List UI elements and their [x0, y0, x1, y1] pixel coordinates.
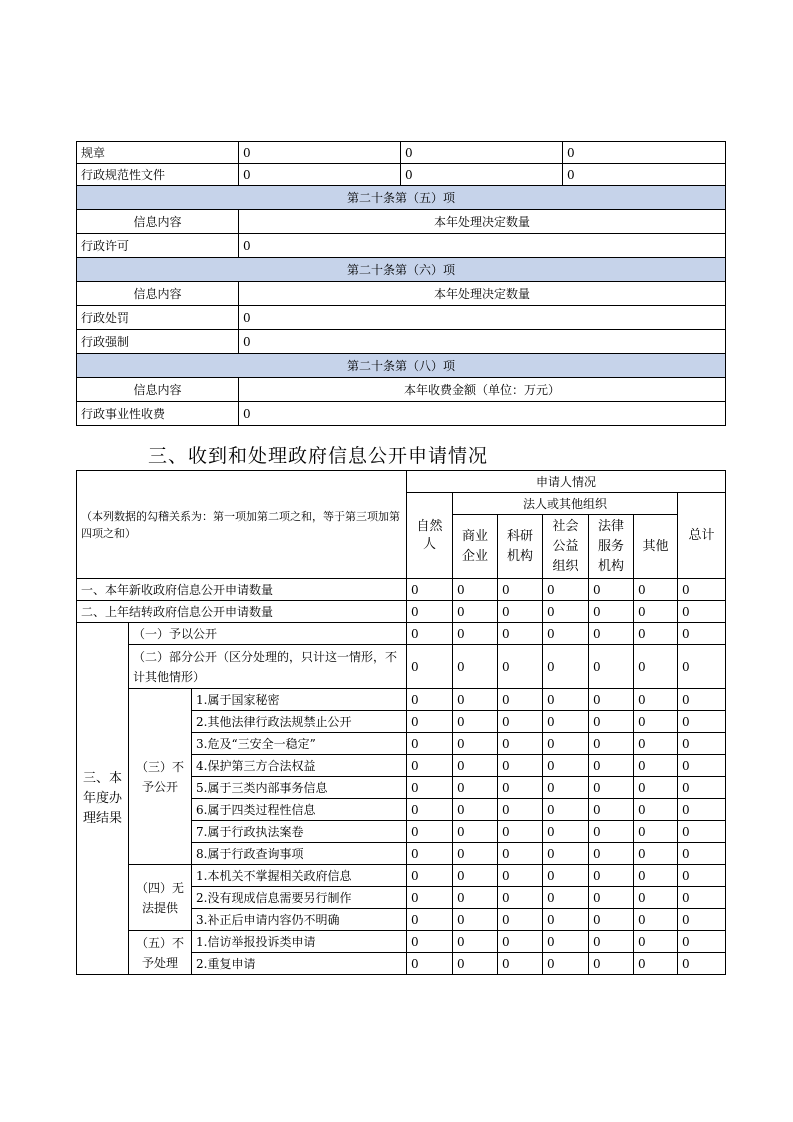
disclosure-requests-table [76, 470, 726, 975]
cell-value: 0 [634, 821, 678, 843]
item-label: 3.危及“三安全一稳定” [192, 733, 407, 755]
cell-value: 0 [407, 623, 453, 645]
cell-value: 0 [498, 843, 543, 865]
cell-value: 0 [678, 623, 726, 645]
item-label: 7.属于行政执法案卷 [192, 821, 407, 843]
row-label: 一、本年新收政府信息公开申请数量 [77, 579, 407, 601]
org-type-header: 社会公益组织 [543, 515, 589, 579]
cell-value: 0 [589, 909, 634, 931]
section-heading-row [77, 186, 726, 210]
cell-value: 0 [543, 887, 589, 909]
cell-value: 0 [407, 777, 453, 799]
cell-value: 0 [543, 843, 589, 865]
cell-value: 0 [498, 601, 543, 623]
cell-value: 0 [589, 579, 634, 601]
cell-value: 0 [589, 799, 634, 821]
org-type-header: 商业企业 [453, 515, 498, 579]
cell-value: 0 [543, 711, 589, 733]
cell-value: 0 [589, 689, 634, 711]
cell-value: 0 [407, 909, 453, 931]
item-label: 3.补正后申请内容仍不明确 [192, 909, 407, 931]
cell-value: 0 [678, 799, 726, 821]
cell-value: 0 [543, 755, 589, 777]
cell-value: 0 [407, 931, 453, 953]
section-heading: 第二十条第（八）项 [77, 354, 726, 378]
group-label: （三）不予公开 [129, 689, 192, 865]
item-label: 4.保护第三方合法权益 [192, 755, 407, 777]
cell-value: 0 [589, 777, 634, 799]
cell-value: 0 [678, 733, 726, 755]
cell-value: 0 [543, 579, 589, 601]
cell-value: 0 [498, 821, 543, 843]
cell-value: 0 [589, 953, 634, 975]
cell-value: 0 [453, 777, 498, 799]
cell-value: 0 [589, 755, 634, 777]
cell-value: 0 [401, 142, 563, 164]
section-heading: 第二十条第（六）项 [77, 258, 726, 282]
row-label: 行政许可 [77, 234, 239, 258]
cell-value: 0 [543, 821, 589, 843]
row-label: （二）部分公开（区分处理的，只计这一情形，不计其他情形） [129, 645, 407, 689]
cell-value: 0 [634, 689, 678, 711]
column-header-row [77, 378, 726, 402]
cell-value: 0 [589, 623, 634, 645]
item-label: 5.属于三类内部事务信息 [192, 777, 407, 799]
item-label: 2.重复申请 [192, 953, 407, 975]
table-row [77, 865, 726, 887]
cell-value: 0 [498, 645, 543, 689]
cell-value: 0 [453, 909, 498, 931]
cell-value: 0 [498, 623, 543, 645]
cell-value: 0 [634, 909, 678, 931]
row-label: 行政处罚 [77, 306, 239, 330]
cell-value: 0 [589, 601, 634, 623]
cell-value: 0 [634, 623, 678, 645]
cell-value: 0 [678, 821, 726, 843]
cell-value: 0 [239, 306, 726, 330]
group-label: （五）不予处理 [129, 931, 192, 975]
org-type-header: 其他 [634, 515, 678, 579]
cell-value: 0 [634, 733, 678, 755]
cell-value: 0 [453, 931, 498, 953]
cell-value: 0 [678, 689, 726, 711]
item-label: 2.其他法律行政法规禁止公开 [192, 711, 407, 733]
cell-value: 0 [407, 843, 453, 865]
row-label: 规章 [77, 142, 239, 164]
cell-value: 0 [543, 689, 589, 711]
cell-value: 0 [407, 579, 453, 601]
cell-value: 0 [407, 711, 453, 733]
table-row [77, 142, 726, 164]
cell-value: 0 [543, 799, 589, 821]
cell-value: 0 [239, 142, 401, 164]
table-row [77, 164, 726, 186]
table-row [77, 931, 726, 953]
cell-value: 0 [453, 623, 498, 645]
cell-value: 0 [589, 711, 634, 733]
cell-value: 0 [634, 887, 678, 909]
row-label: 二、上年结转政府信息公开申请数量 [77, 601, 407, 623]
col-header-content: 信息内容 [77, 210, 239, 234]
cell-value: 0 [498, 711, 543, 733]
cell-value: 0 [543, 953, 589, 975]
cell-value: 0 [453, 799, 498, 821]
cell-value: 0 [453, 887, 498, 909]
cell-value: 0 [453, 689, 498, 711]
total-header: 总计 [678, 493, 726, 579]
column-header-row [77, 210, 726, 234]
cell-value: 0 [453, 645, 498, 689]
cell-value: 0 [634, 755, 678, 777]
item-label: 6.属于四类过程性信息 [192, 799, 407, 821]
col-header-quantity: 本年收费金额（单位：万元） [239, 378, 726, 402]
cell-value: 0 [543, 909, 589, 931]
cell-value: 0 [453, 865, 498, 887]
item-label: 1.信访举报投诉类申请 [192, 931, 407, 953]
cell-value: 0 [634, 777, 678, 799]
cell-value: 0 [678, 843, 726, 865]
cell-value: 0 [407, 865, 453, 887]
cell-value: 0 [407, 645, 453, 689]
cell-value: 0 [563, 164, 726, 186]
cell-value: 0 [634, 931, 678, 953]
applicant-header: 申请人情况 [407, 471, 726, 493]
cell-value: 0 [543, 865, 589, 887]
cell-value: 0 [634, 579, 678, 601]
cell-value: 0 [498, 777, 543, 799]
cell-value: 0 [543, 645, 589, 689]
cell-value: 0 [589, 645, 634, 689]
cell-value: 0 [634, 953, 678, 975]
table-row [77, 330, 726, 354]
row-label: 行政强制 [77, 330, 239, 354]
cell-value: 0 [589, 865, 634, 887]
row-label: （一）予以公开 [129, 623, 407, 645]
cell-value: 0 [498, 909, 543, 931]
org-type-header: 科研机构 [498, 515, 543, 579]
col-header-quantity: 本年处理决定数量 [239, 210, 726, 234]
legal-group-header: 法人或其他组织 [453, 493, 678, 515]
cell-value: 0 [543, 601, 589, 623]
cell-value: 0 [589, 821, 634, 843]
cell-value: 0 [407, 689, 453, 711]
table-note: （本列数据的勾稽关系为：第一项加第二项之和，等于第三项加第四项之和） [77, 471, 407, 579]
cell-value: 0 [239, 234, 726, 258]
cell-value: 0 [239, 164, 401, 186]
item-label: 8.属于行政查询事项 [192, 843, 407, 865]
cell-value: 0 [543, 931, 589, 953]
cell-value: 0 [634, 865, 678, 887]
cell-value: 0 [498, 931, 543, 953]
cell-value: 0 [498, 887, 543, 909]
section-title: 三、收到和处理政府信息公开申请情况 [148, 445, 489, 467]
cell-value: 0 [407, 601, 453, 623]
cell-value: 0 [589, 931, 634, 953]
cell-value: 0 [239, 330, 726, 354]
normative-documents-table [76, 141, 726, 426]
cell-value: 0 [453, 711, 498, 733]
cell-value: 0 [589, 843, 634, 865]
cell-value: 0 [678, 711, 726, 733]
cell-value: 0 [453, 601, 498, 623]
section-heading-row [77, 354, 726, 378]
org-type-header: 法律服务机构 [589, 515, 634, 579]
table-row [77, 234, 726, 258]
table-row [77, 601, 726, 623]
cell-value: 0 [453, 733, 498, 755]
cell-value: 0 [634, 601, 678, 623]
table-row [77, 579, 726, 601]
row-label: 行政事业性收费 [77, 402, 239, 426]
cell-value: 0 [678, 887, 726, 909]
cell-value: 0 [543, 777, 589, 799]
table-row [77, 402, 726, 426]
cell-value: 0 [678, 953, 726, 975]
cell-value: 0 [401, 164, 563, 186]
cell-value: 0 [543, 733, 589, 755]
cell-value: 0 [634, 645, 678, 689]
cell-value: 0 [453, 821, 498, 843]
table-row [77, 645, 726, 689]
cell-value: 0 [678, 755, 726, 777]
cell-value: 0 [678, 909, 726, 931]
cell-value: 0 [239, 402, 726, 426]
row-label: 行政规范性文件 [77, 164, 239, 186]
cell-value: 0 [634, 799, 678, 821]
cell-value: 0 [634, 843, 678, 865]
col-header-quantity: 本年处理决定数量 [239, 282, 726, 306]
table-row [77, 689, 726, 711]
cell-value: 0 [678, 601, 726, 623]
cell-value: 0 [407, 755, 453, 777]
cell-value: 0 [407, 887, 453, 909]
cell-value: 0 [563, 142, 726, 164]
item-label: 2.没有现成信息需要另行制作 [192, 887, 407, 909]
item-label: 1.本机关不掌握相关政府信息 [192, 865, 407, 887]
cell-value: 0 [407, 953, 453, 975]
col-header-content: 信息内容 [77, 378, 239, 402]
cell-value: 0 [678, 931, 726, 953]
cell-value: 0 [498, 755, 543, 777]
cell-value: 0 [589, 887, 634, 909]
item-label: 1.属于国家秘密 [192, 689, 407, 711]
cell-value: 0 [453, 755, 498, 777]
cell-value: 0 [678, 645, 726, 689]
col-header-content: 信息内容 [77, 282, 239, 306]
cell-value: 0 [407, 821, 453, 843]
cell-value: 0 [498, 733, 543, 755]
cell-value: 0 [498, 579, 543, 601]
cell-value: 0 [453, 953, 498, 975]
table-row [77, 623, 726, 645]
cell-value: 0 [678, 579, 726, 601]
table-row [77, 306, 726, 330]
results-label: 三、本年度办理结果 [77, 623, 129, 975]
cell-value: 0 [543, 623, 589, 645]
section-heading: 第二十条第（五）项 [77, 186, 726, 210]
column-header-row [77, 282, 726, 306]
section-heading-row [77, 258, 726, 282]
natural-person-header: 自然人 [407, 493, 453, 579]
cell-value: 0 [678, 865, 726, 887]
cell-value: 0 [453, 843, 498, 865]
cell-value: 0 [498, 799, 543, 821]
cell-value: 0 [498, 953, 543, 975]
cell-value: 0 [407, 733, 453, 755]
group-label: （四）无法提供 [129, 865, 192, 931]
cell-value: 0 [498, 689, 543, 711]
cell-value: 0 [678, 777, 726, 799]
cell-value: 0 [407, 799, 453, 821]
cell-value: 0 [634, 711, 678, 733]
cell-value: 0 [589, 733, 634, 755]
cell-value: 0 [498, 865, 543, 887]
cell-value: 0 [453, 579, 498, 601]
